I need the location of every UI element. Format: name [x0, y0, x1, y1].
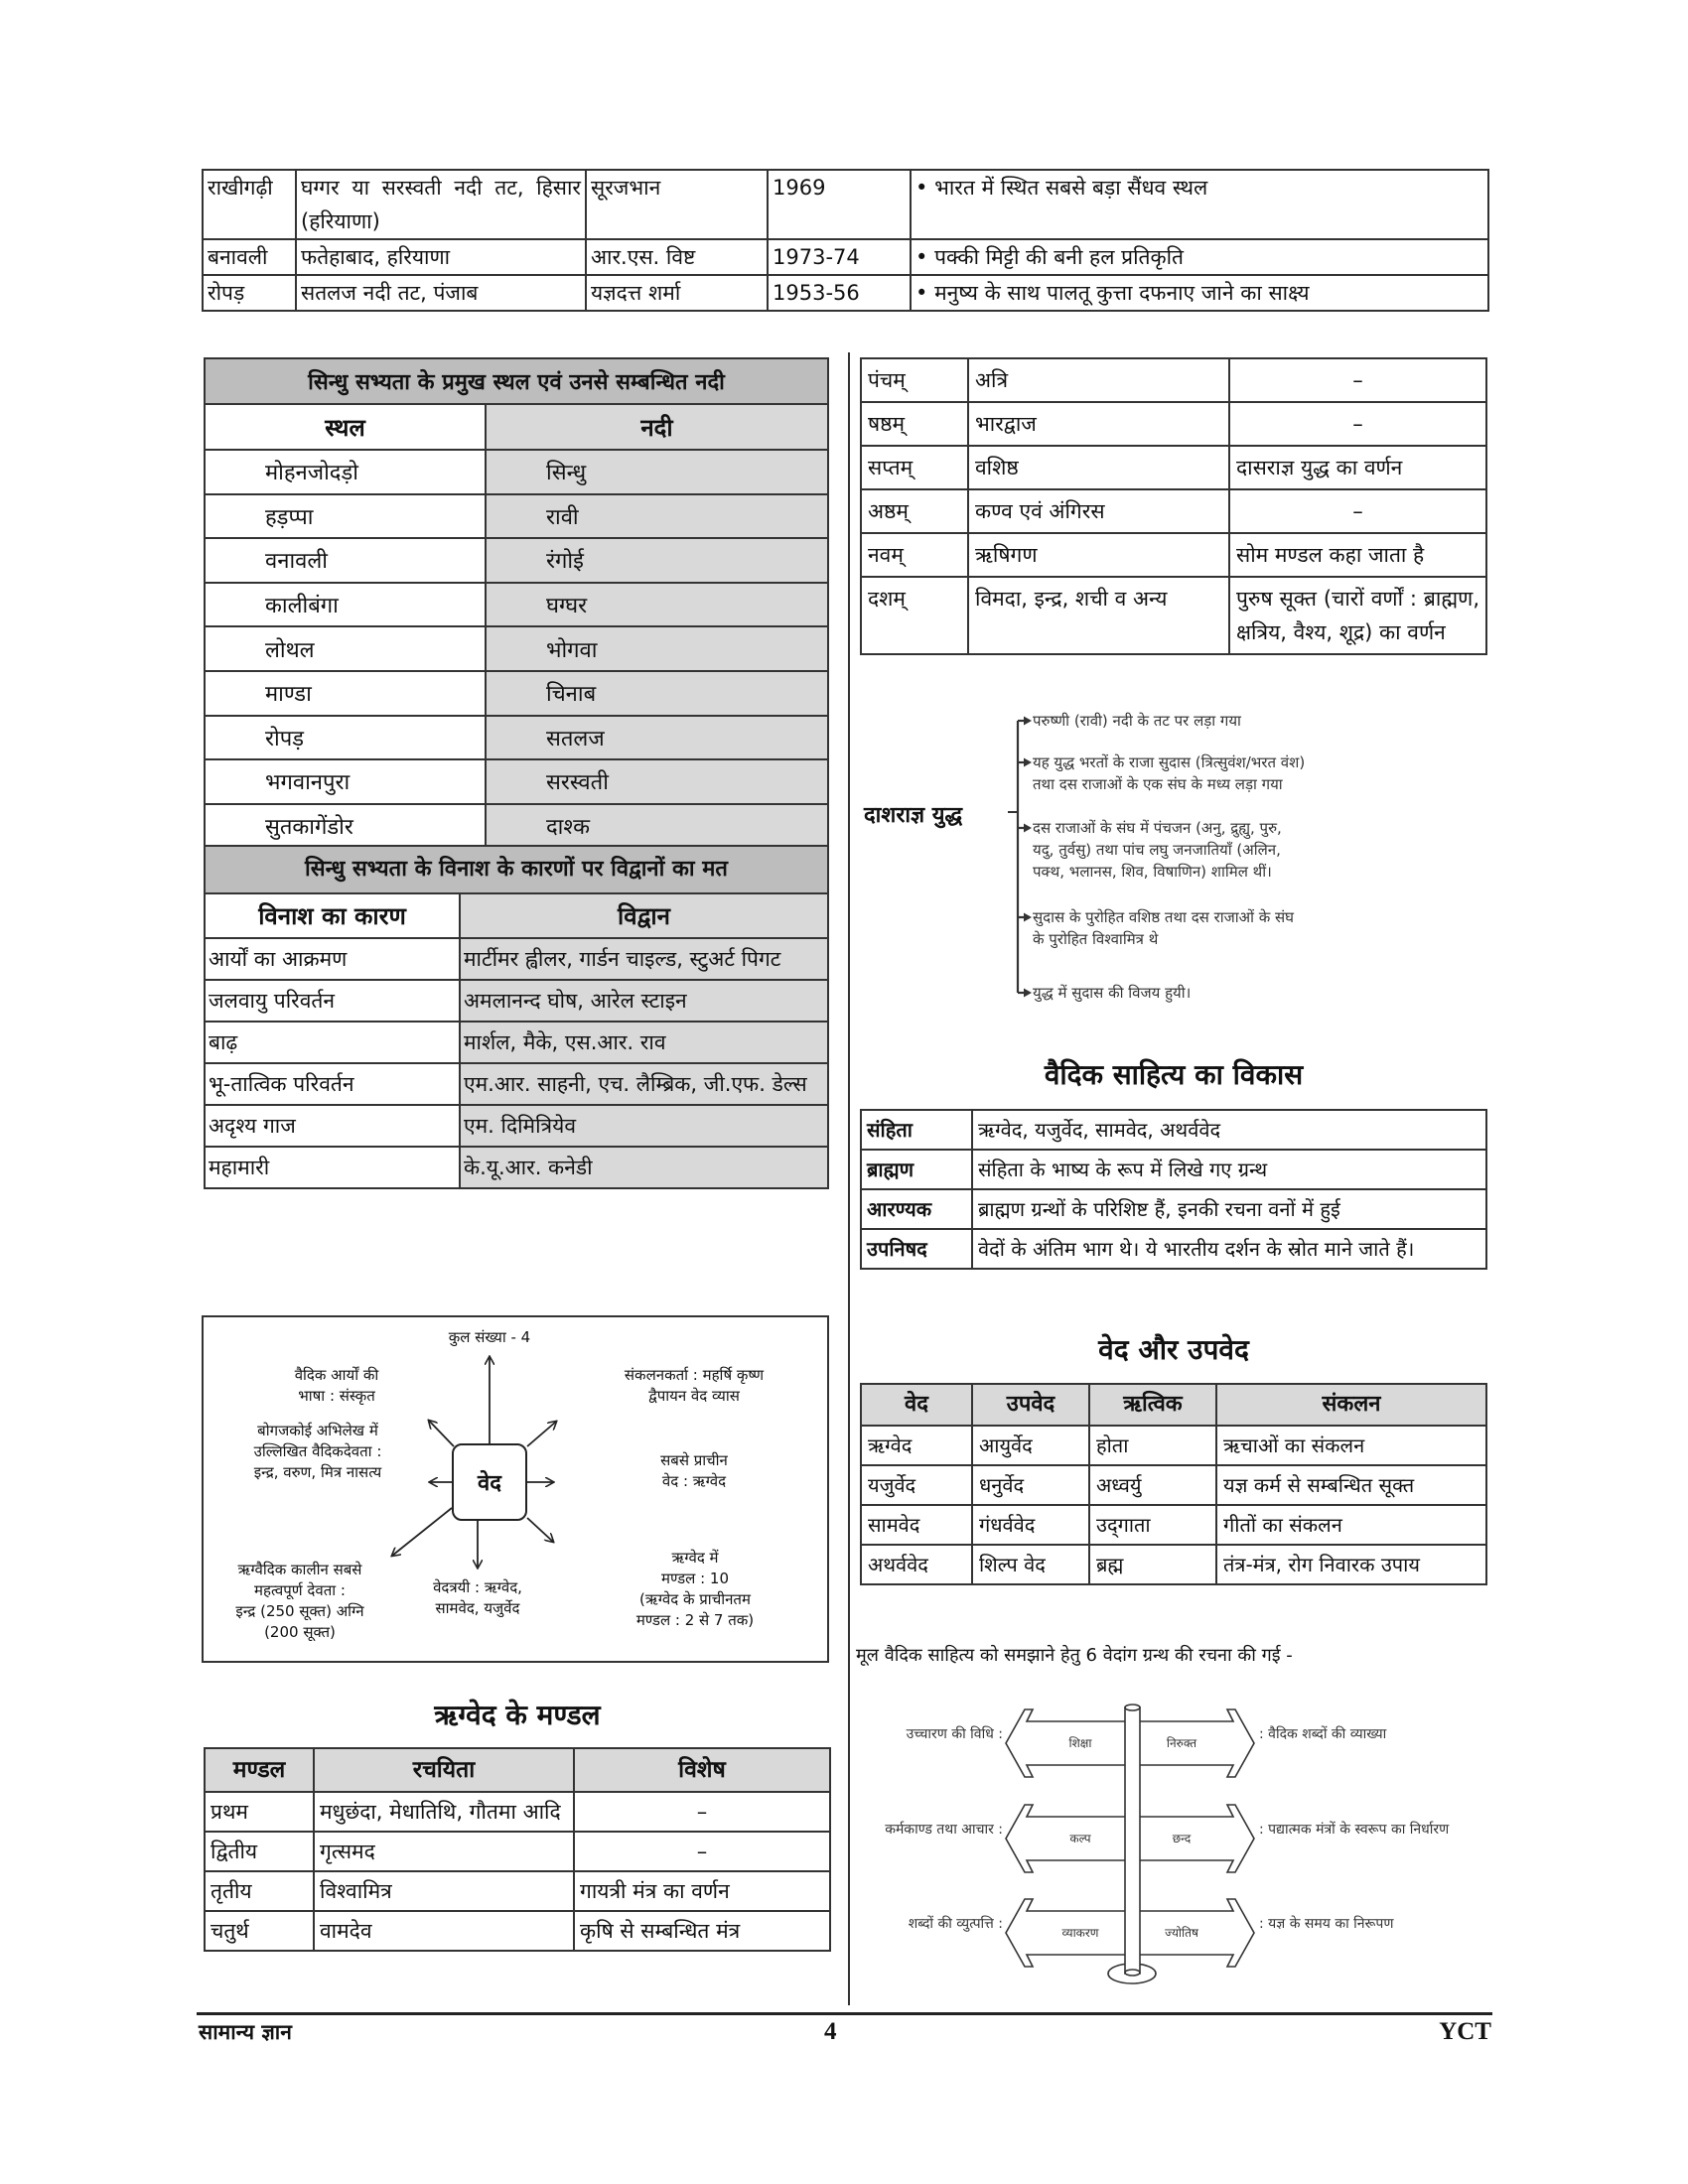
mandala-cell: तृतीय [205, 1871, 314, 1911]
arrow-up-left-icon [429, 1421, 454, 1446]
scholar-cell: एम. दिमित्रियेव [460, 1105, 828, 1147]
special-cell: गायत्री मंत्र का वर्णन [574, 1871, 830, 1911]
table-row [205, 938, 828, 980]
war-fact [1033, 751, 1499, 795]
fact-line: परुष्णी (रावी) नदी के तट पर लड़ा गया [1033, 712, 1241, 730]
cause-cell: महामारी [205, 1147, 460, 1188]
label-line: इन्द्र, वरुण, मित्र नासत्य [253, 1463, 382, 1481]
label-line: सामवेद, यजुर्वेद [435, 1599, 520, 1617]
war-fact [1033, 906, 1499, 950]
fact-line: युद्ध में सुदास की विजय हुयी। [1033, 984, 1192, 1002]
author-cell: विश्वामित्र [314, 1871, 574, 1911]
mandala-cell: दशम् [861, 577, 968, 654]
label-line: उल्लिखित वैदिकदेवता : [253, 1442, 382, 1460]
page-number: 4 [824, 2018, 837, 2045]
vedanga-desc: कर्मकाण्ड तथा आचार : [885, 1822, 1003, 1838]
upaveda-cell: गंधर्ववेद [972, 1505, 1089, 1545]
label-line: वेदत्रयी : ऋग्वेद, [433, 1578, 522, 1596]
footer-publisher: YCT [1439, 2018, 1491, 2045]
vedanga-desc: : यज्ञ के समय का निरूपण [1259, 1916, 1394, 1932]
rigveda-mandala-table-continued [860, 357, 1487, 655]
literature-type-cell: आरण्यक [861, 1189, 972, 1229]
column-header: विनाश का कारण [205, 893, 460, 938]
mandala-cell: पंचम् [861, 358, 968, 402]
table-row [205, 626, 828, 671]
label-line: महत्वपूर्ण देवता : [254, 1581, 346, 1599]
site-cell: राखीगढ़ी [203, 170, 296, 239]
river-cell: रावी [486, 494, 828, 539]
label-oldest-veda [561, 1450, 827, 1492]
label-vedatrayi [398, 1577, 557, 1619]
compilation-cell: यज्ञ कर्म से सम्बन्धित सूक्त [1216, 1465, 1486, 1505]
table-row [861, 358, 1486, 402]
vedanga-name: कल्प [1069, 1832, 1091, 1845]
fact-line: यदु, तुर्वसु) तथा पांच लघु जनजातियाँ (अलिन, [1033, 841, 1281, 859]
table-title: सिन्धु सभ्यता के प्रमुख स्थल एवं उनसे सम्बन्धित नदी [205, 358, 828, 404]
vedanga-name: ज्योतिष [1165, 1926, 1198, 1940]
ritvik-cell: ब्रह्म [1089, 1545, 1216, 1584]
note-cell [911, 239, 1488, 275]
fact-line: के पुरोहित विश्वामित्र थे [1033, 930, 1159, 948]
column-header: विद्वान [460, 893, 828, 938]
table-row [205, 1911, 830, 1951]
veda-center-box: वेद [452, 1443, 527, 1521]
label-line: (200 सूक्त) [264, 1623, 336, 1641]
note-text: पक्की मिट्टी की बनी हल प्रतिकृति [934, 245, 1185, 269]
special-cell: – [1229, 402, 1486, 446]
indus-rivers-table [204, 357, 829, 849]
river-cell: भोगवा [486, 626, 828, 671]
river-cell: चिनाब [486, 671, 828, 716]
label-line: इन्द्र (250 सूक्त) अग्नि [235, 1602, 364, 1620]
table-row [861, 1426, 1486, 1465]
column-header: रचयिता [314, 1748, 574, 1792]
scholar-cell: के.यू.आर. कनेडी [460, 1147, 828, 1188]
table-row [861, 1150, 1486, 1189]
label-line: द्वैपायन वेद व्यास [648, 1387, 740, 1405]
location-cell: फतेहाबाद, हरियाणा [296, 239, 586, 275]
fact-line: पक्थ, भलानस, शिव, विषाणिन) शामिल थीं। [1033, 863, 1272, 881]
veda-cell: सामवेद [861, 1505, 972, 1545]
table-row [861, 1465, 1486, 1505]
label-line: मण्डल : 2 से 7 तक) [635, 1611, 755, 1629]
table-row [205, 1022, 828, 1063]
fact-line: सुदास के पुरोहित वशिष्ठ तथा दस राजाओं के संघ [1033, 908, 1295, 926]
table-row [205, 759, 828, 804]
ritvik-cell: होता [1089, 1426, 1216, 1465]
literature-desc-cell: संहिता के भाष्य के रूप में लिखे गए ग्रन्थ [972, 1150, 1486, 1189]
section-title-rigveda-mandala: ऋग्वेद के मण्डल [434, 1699, 601, 1731]
vedanga-name: शिक्षा [1068, 1736, 1092, 1750]
bullet-icon: • [915, 281, 935, 305]
table-row [205, 538, 828, 583]
literature-type-cell: उपनिषद [861, 1229, 972, 1269]
label-language [243, 1365, 430, 1407]
site-cell: माण्डा [205, 671, 486, 716]
rigveda-mandala-table [204, 1747, 831, 1952]
table-row [203, 239, 1488, 275]
table-row [861, 1110, 1486, 1150]
label-line: वैदिक आर्यों की [294, 1366, 379, 1384]
special-cell: – [574, 1792, 830, 1832]
cause-cell: अदृश्य गाज [205, 1105, 460, 1147]
table-title: सिन्धु सभ्यता के विनाश के कारणों पर विद्वानों का मत [205, 846, 828, 893]
author-cell: गृत्समद [314, 1832, 574, 1871]
war-fact [1033, 982, 1499, 1004]
upaveda-cell: धनुर्वेद [972, 1465, 1089, 1505]
label-line: सबसे प्राचीन [660, 1451, 728, 1469]
vedanga-desc: : पद्यात्मक मंत्रों के स्वरूप का निर्धारण [1259, 1822, 1450, 1838]
mandala-cell: सप्तम् [861, 446, 968, 489]
column-header: उपवेद [972, 1384, 1089, 1426]
river-cell: सरस्वती [486, 759, 828, 804]
table-row [205, 1792, 830, 1832]
veda-mind-map [202, 1315, 829, 1663]
excavator-cell: आर.एस. विष्ट [586, 239, 768, 275]
scholar-cell: अमलानन्द घोष, आरेल स्टाइन [460, 980, 828, 1022]
table-row [861, 402, 1486, 446]
site-cell: सुतकागेंडोर [205, 804, 486, 849]
label-line: भाषा : संस्कृत [298, 1387, 375, 1405]
mandala-cell: अष्ठम् [861, 489, 968, 533]
veda-upaveda-table [860, 1383, 1487, 1585]
label-important-gods [208, 1560, 392, 1643]
upaveda-cell: आयुर्वेद [972, 1426, 1089, 1465]
table-row [205, 494, 828, 539]
literature-desc-cell: ऋग्वेद, यजुर्वेद, सामवेद, अथर्ववेद [972, 1110, 1486, 1150]
column-header: विशेष [574, 1748, 830, 1792]
section-title-vedic-literature: वैदिक साहित्य का विकास [1044, 1058, 1304, 1091]
table-row [205, 980, 828, 1022]
mandala-cell: षष्ठम् [861, 402, 968, 446]
site-cell: कालीबंगा [205, 583, 486, 627]
column-header: संकलन [1216, 1384, 1486, 1426]
author-cell: अत्रि [968, 358, 1229, 402]
special-cell: कृषि से सम्बन्धित मंत्र [574, 1911, 830, 1951]
table-row [205, 1871, 830, 1911]
special-cell: पुरुष सूक्त (चारों वर्णों : ब्राह्मण, क्षत्रिय, वैश्य, शूद्र) का वर्णन [1229, 577, 1486, 654]
site-cell: हड़प्पा [205, 494, 486, 539]
note-cell [911, 275, 1488, 311]
vedanga-intro: मूल वैदिक साहित्य को समझाने हेतु 6 वेदांग ग्रन्थ की रचना की गई - [856, 1645, 1293, 1666]
fact-line: दस राजाओं के संघ में पंचजन (अनु, द्रुह्यु, पुरु, [1033, 819, 1282, 837]
table-row [205, 583, 828, 627]
page-footer [199, 2018, 1491, 2054]
table-row [205, 804, 828, 849]
vedanga-desc: उच्चारण की विधि : [906, 1726, 1003, 1742]
note-text: भारत में स्थित सबसे बड़ा सैंधव स्थल [934, 176, 1208, 200]
compilation-cell: गीतों का संकलन [1216, 1505, 1486, 1545]
label-bogazkoy [208, 1421, 428, 1483]
table-row [861, 533, 1486, 577]
author-cell: विमदा, इन्द्र, शची व अन्य [968, 577, 1229, 654]
special-cell: – [574, 1832, 830, 1871]
site-cell: मोहनजोदड़ो [205, 450, 486, 494]
special-cell: दासराज्ञ युद्ध का वर्णन [1229, 446, 1486, 489]
section-title-veda-upaveda: वेद और उपवेद [1098, 1333, 1249, 1366]
excavator-cell: सूरजभान [586, 170, 768, 239]
footer-book-title: सामान्य ज्ञान [199, 2020, 292, 2044]
river-cell: सिन्धु [486, 450, 828, 494]
footer-rule [197, 2012, 1492, 2015]
top-sites-table [202, 169, 1489, 312]
fact-line: तथा दस राजाओं के एक संघ के मध्य लड़ा गया [1033, 775, 1283, 793]
river-cell: सतलज [486, 716, 828, 760]
literature-desc-cell: ब्राह्मण ग्रन्थों के परिशिष्ट हैं, इनकी रचना वनों में हुई [972, 1189, 1486, 1229]
river-cell: दाश्क [486, 804, 828, 849]
cause-cell: जलवायु परिवर्तन [205, 980, 460, 1022]
compilation-cell: ऋचाओं का संकलन [1216, 1426, 1486, 1465]
veda-cell: यजुर्वेद [861, 1465, 972, 1505]
note-cell [911, 170, 1488, 239]
column-divider [848, 352, 850, 2005]
site-cell: लोथल [205, 626, 486, 671]
bullet-icon: • [915, 245, 935, 269]
column-header: नदी [486, 404, 828, 450]
table-row [205, 1832, 830, 1871]
arrow-down-left-icon [392, 1508, 452, 1556]
arrow-up-right-icon [527, 1422, 556, 1446]
column-header: वेद [861, 1384, 972, 1426]
author-cell: कण्व एवं अंगिरस [968, 489, 1229, 533]
table-row [861, 1505, 1486, 1545]
author-cell: वामदेव [314, 1911, 574, 1951]
author-cell: ऋषिगण [968, 533, 1229, 577]
label-line: ऋग्वेद में [671, 1549, 719, 1567]
river-cell: रंगोई [486, 538, 828, 583]
cause-cell: बाढ़ [205, 1022, 460, 1063]
table-row [205, 1105, 828, 1147]
table-row [861, 1189, 1486, 1229]
year-cell: 1969 [768, 170, 911, 239]
author-cell: मधुछंदा, मेधातिथि, गौतमा आदि [314, 1792, 574, 1832]
table-row [203, 170, 1488, 239]
label-compiler [561, 1365, 827, 1407]
fact-line: यह युद्ध भरतों के राजा सुदास (त्रित्सुवंश/भरत वंश) [1033, 753, 1306, 771]
excavator-cell: यज्ञदत्त शर्मा [586, 275, 768, 311]
column-header: मण्डल [205, 1748, 314, 1792]
mandala-cell: द्वितीय [205, 1832, 314, 1871]
label-line: मण्डल : 10 [661, 1570, 729, 1587]
mandala-cell: नवम् [861, 533, 968, 577]
author-cell: वशिष्ठ [968, 446, 1229, 489]
author-cell: भारद्वाज [968, 402, 1229, 446]
upaveda-cell: शिल्प वेद [972, 1545, 1089, 1584]
vedanga-desc: : वैदिक शब्दों की व्याख्या [1259, 1726, 1387, 1742]
location-cell: घग्गर या सरस्वती नदी तट, हिसार (हरियाणा) [296, 170, 586, 239]
special-cell: – [1229, 489, 1486, 533]
site-cell: रोपड़ [203, 275, 296, 311]
table-row [205, 1147, 828, 1188]
column-header: स्थल [205, 404, 486, 450]
column-header: ऋत्विक [1089, 1384, 1216, 1426]
label-line: (ऋग्वेद के प्राचीनतम [639, 1590, 751, 1608]
scholar-cell: मार्टीमर ह्वीलर, गार्डन चाइल्ड, स्टुअर्ट पिगट [460, 938, 828, 980]
table-row [861, 577, 1486, 654]
year-cell: 1973-74 [768, 239, 911, 275]
vedanga-desc: शब्दों की व्युत्पत्ति : [908, 1916, 1003, 1932]
dasharajna-war-diagram [859, 705, 1499, 1023]
site-cell: वनावली [205, 538, 486, 583]
label-line: वेद : ऋग्वेद [661, 1472, 727, 1490]
literature-type-cell: ब्राह्मण [861, 1150, 972, 1189]
special-cell: – [1229, 358, 1486, 402]
cause-cell: भू-तात्विक परिवर्तन [205, 1063, 460, 1105]
ritvik-cell: अध्वर्यु [1089, 1465, 1216, 1505]
table-row [205, 671, 828, 716]
war-fact [1033, 817, 1499, 883]
table-row [205, 1063, 828, 1105]
bullet-icon: • [915, 176, 935, 200]
table-row [205, 716, 828, 760]
table-row [861, 1229, 1486, 1269]
site-cell: भगवानपुरा [205, 759, 486, 804]
mandala-cell: चतुर्थ [205, 1911, 314, 1951]
dasharajna-title: दाशराज्ञ युद्ध [864, 803, 963, 828]
vedanga-name: व्याकरण [1061, 1926, 1099, 1940]
location-cell: सतलज नदी तट, पंजाब [296, 275, 586, 311]
table-row [861, 446, 1486, 489]
ritvik-cell: उद्‌गाता [1089, 1505, 1216, 1545]
mandala-cell: प्रथम [205, 1792, 314, 1832]
river-cell: घग्घर [486, 583, 828, 627]
label-mandala-count [563, 1548, 827, 1631]
site-cell: रोपड़ [205, 716, 486, 760]
table-row [205, 450, 828, 494]
year-cell: 1953-56 [768, 275, 911, 311]
cause-cell: आर्यों का आक्रमण [205, 938, 460, 980]
literature-type-cell: संहिता [861, 1110, 972, 1150]
note-text: मनुष्य के साथ पालतू कुत्ता दफनाए जाने का साक्ष्य [934, 281, 1310, 305]
war-fact [1033, 710, 1499, 732]
vedanga-signpost [856, 1688, 1501, 1985]
special-cell: सोम मण्डल कहा जाता है [1229, 533, 1486, 577]
table-row [203, 275, 1488, 311]
label-line: संकलनकर्ता : महर्षि कृष्ण [624, 1366, 765, 1384]
vedanga-name: छन्द [1172, 1832, 1192, 1845]
vedanga-name: निरुक्त [1166, 1736, 1197, 1750]
label-line: बोगजकोई अभिलेख में [257, 1422, 378, 1439]
signpost-pole [1125, 1707, 1140, 1974]
table-row [861, 1545, 1486, 1584]
veda-cell: अथर्ववेद [861, 1545, 972, 1584]
label-line: ऋग्वैदिक कालीन सबसे [237, 1561, 362, 1578]
literature-desc-cell: वेदों के अंतिम भाग थे। ये भारतीय दर्शन के स्रोत माने जाते हैं। [972, 1229, 1486, 1269]
label-total-count: कुल संख्या - 4 [448, 1328, 531, 1346]
decline-views-table [204, 845, 829, 1189]
site-cell: बनावली [203, 239, 296, 275]
scholar-cell: मार्शल, मैके, एस.आर. राव [460, 1022, 828, 1063]
compilation-cell: तंत्र-मंत्र, रोग निवारक उपाय [1216, 1545, 1486, 1584]
arrow-down-right-icon [527, 1518, 553, 1542]
veda-cell: ऋग्वेद [861, 1426, 972, 1465]
vedic-literature-table [860, 1109, 1487, 1270]
table-row [861, 489, 1486, 533]
scholar-cell: एम.आर. साहनी, एच. लैम्ब्रिक, जी.एफ. डेल्स [460, 1063, 828, 1105]
